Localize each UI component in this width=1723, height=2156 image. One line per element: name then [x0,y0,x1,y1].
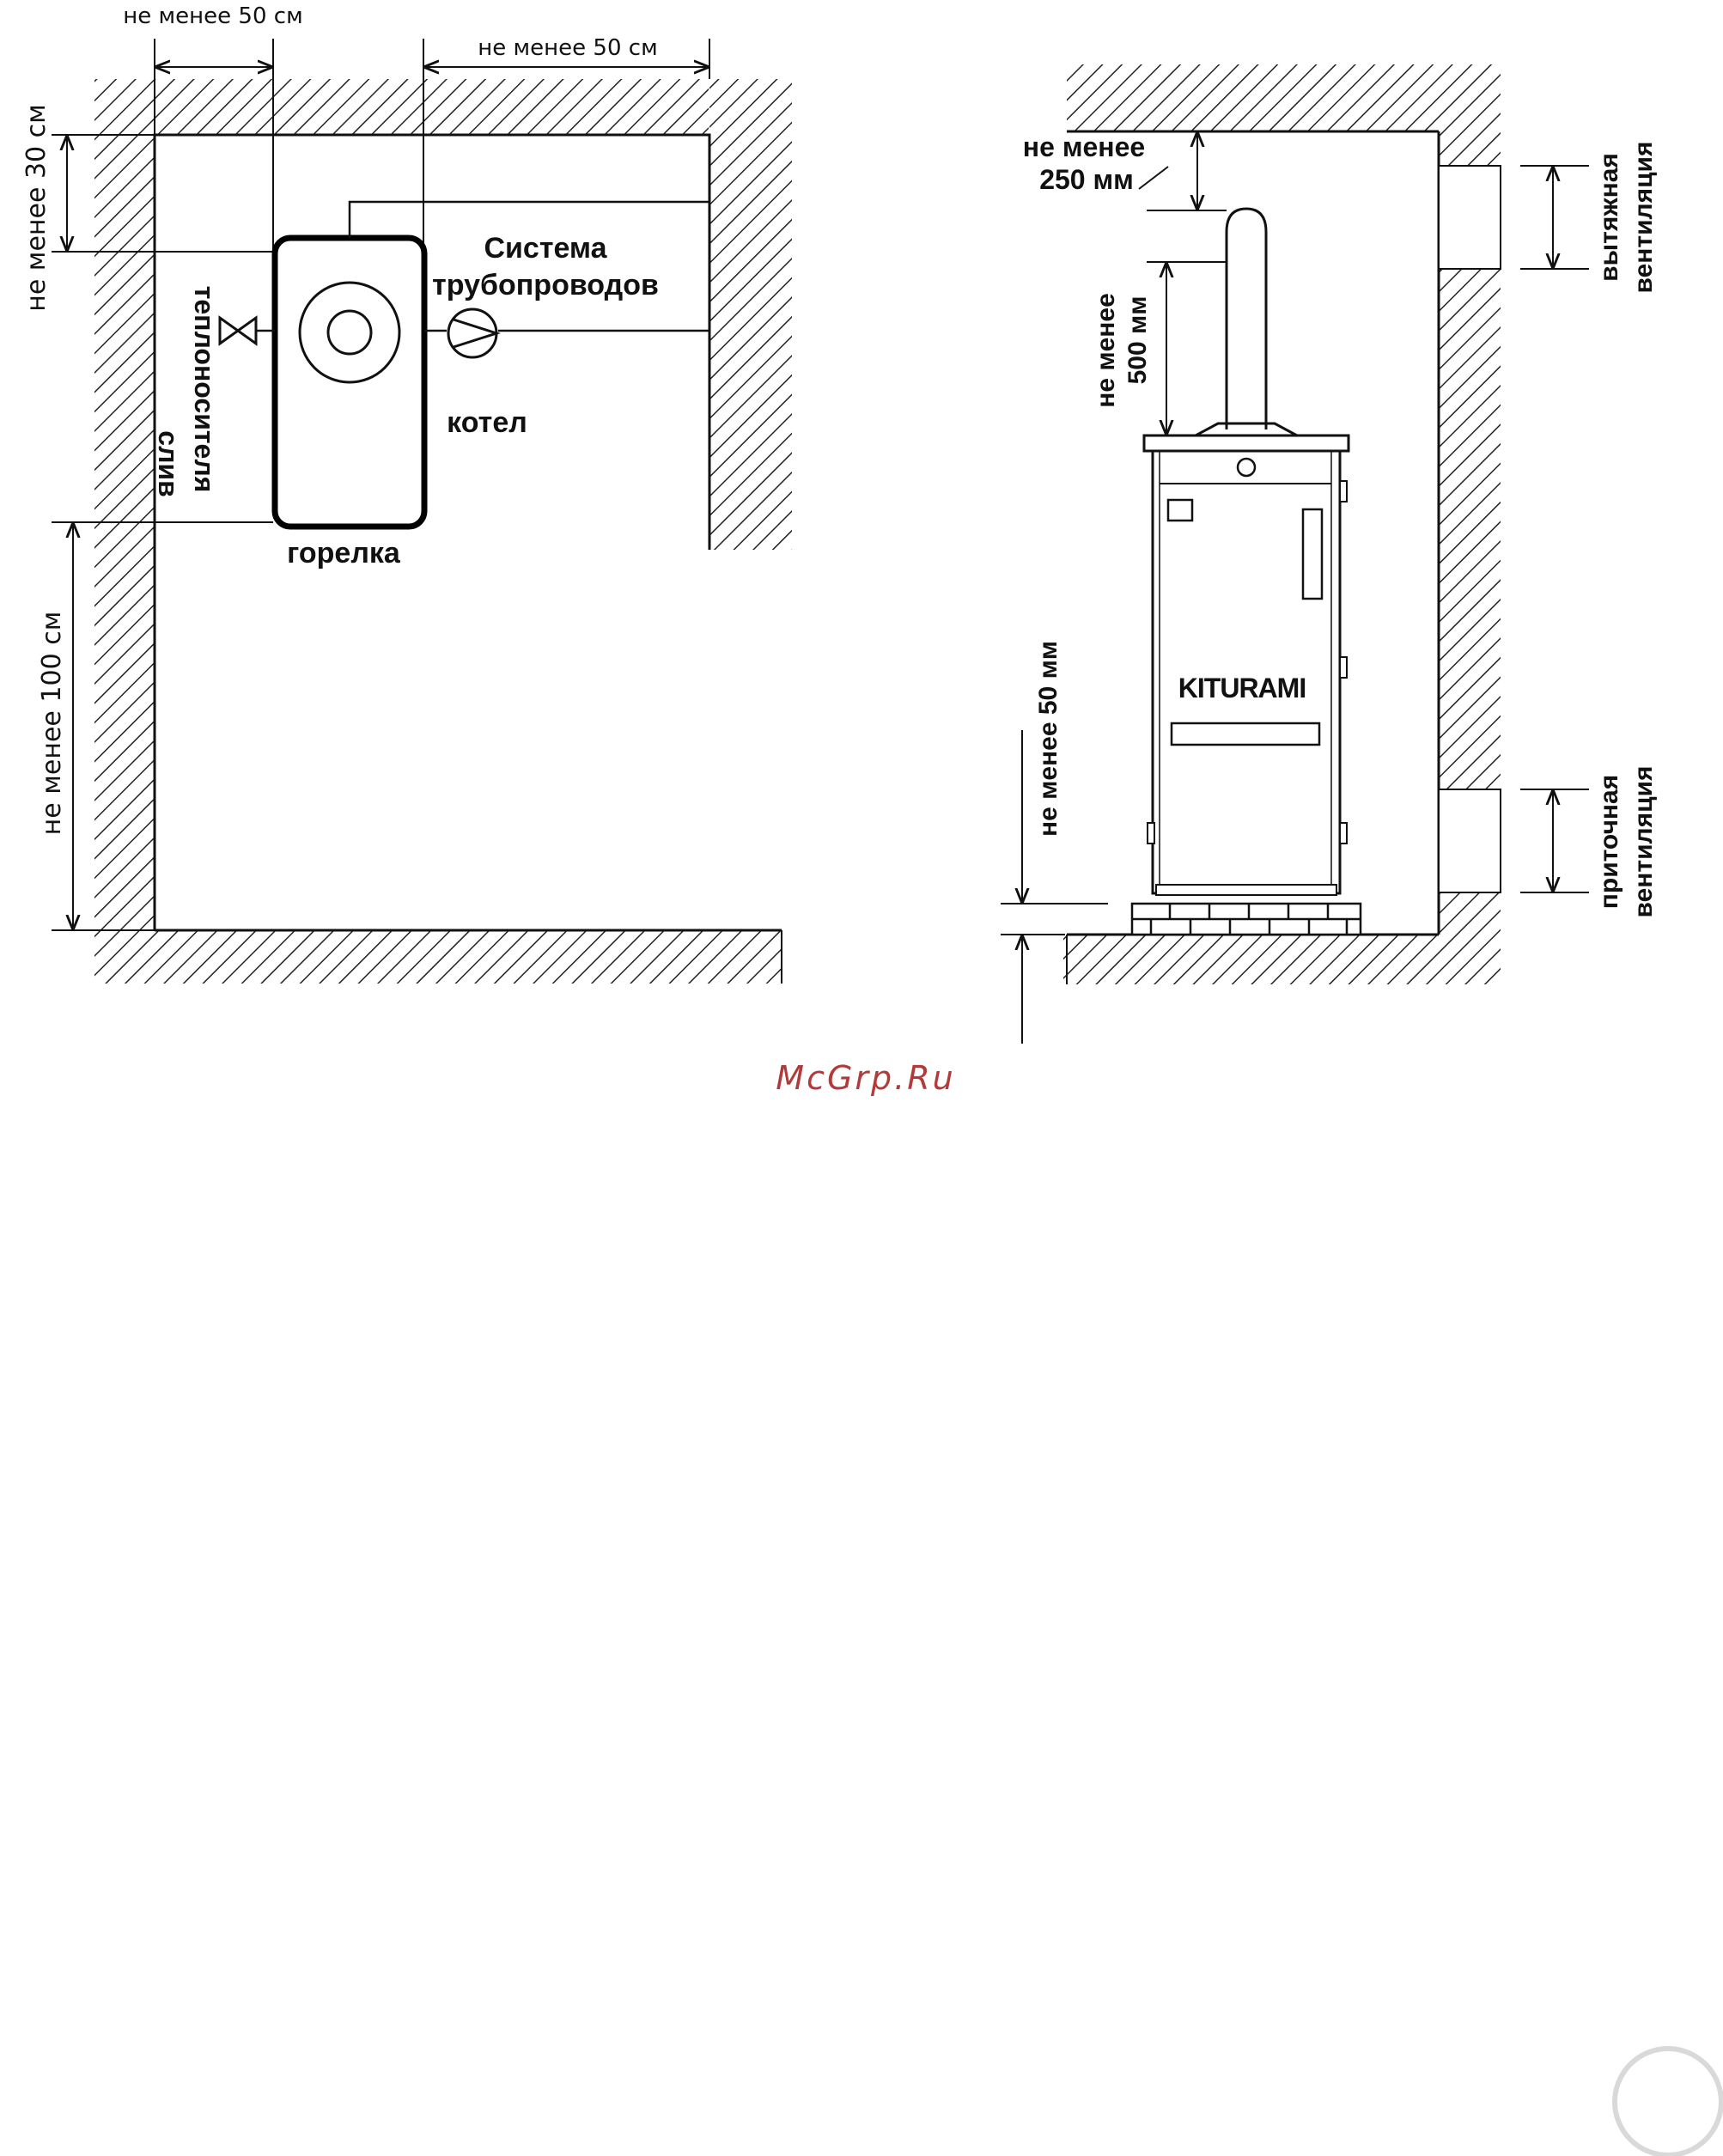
boiler-label: котел [447,406,527,439]
drain-label-line2: теплоносителя [189,285,220,493]
left-top-dimension-label: не менее 30 см [21,104,52,312]
sight-glass-panel [1303,509,1322,599]
ceiling-clearance-label-line1: не менее [1022,131,1146,162]
drain-label-line1: слив [153,430,184,497]
right-wall-bottom [1439,892,1501,935]
exhaust-vent-opening [1439,166,1501,269]
watermark-text: McGrp.Ru [776,1059,956,1097]
kiturami-boiler-cabinet [1144,435,1349,895]
bottom-wall [94,930,782,984]
gauge-icon [1238,459,1255,476]
right-wall [709,79,792,550]
page-corner-circle [1615,2049,1721,2155]
top-wall [94,79,709,135]
plan-view-diagram [52,39,792,984]
floor-clearance-label: не менее 50 мм [1034,641,1062,837]
control-panel-button [1168,500,1192,521]
exhaust-vent-label-line1: вытяжная [1595,153,1623,282]
left-wall [94,135,155,930]
supply-vent-label-line1: приточная [1595,774,1623,910]
right-wall-top [1439,131,1501,166]
flue-clearance-label-line1: не менее [1092,293,1120,408]
exhaust-vent-label-line2: вентиляция [1629,141,1658,294]
brand-label: KITURAMI [1178,673,1306,703]
supply-vent-opening [1439,789,1501,892]
ceiling-wall [1067,64,1501,131]
drain-valve-icon [220,318,256,344]
supply-vent-label-line2: вентиляция [1629,765,1658,918]
floor-slab [1063,935,1501,984]
top-right-dimension-label: не менее 50 см [478,35,658,61]
pipe-system-label-line2: трубопроводов [432,269,659,301]
right-wall-middle [1439,269,1501,789]
ceiling-clearance-label-line2: 250 мм [1039,164,1134,195]
circulation-pump-icon [448,309,496,357]
side-view-diagram [1001,64,1589,1044]
left-bottom-dimension-label: не менее 100 см [37,611,67,836]
pipe-system-label-line1: Система [484,232,607,265]
flue-pipe [1196,209,1297,435]
burner-label: горелка [287,537,400,569]
flue-clearance-label-line2: 500 мм [1123,295,1152,385]
top-left-dimension-label: не менее 50 см [123,3,303,29]
front-nameplate-bar [1172,723,1319,745]
brick-base [1132,904,1361,935]
room-outline [155,135,709,930]
